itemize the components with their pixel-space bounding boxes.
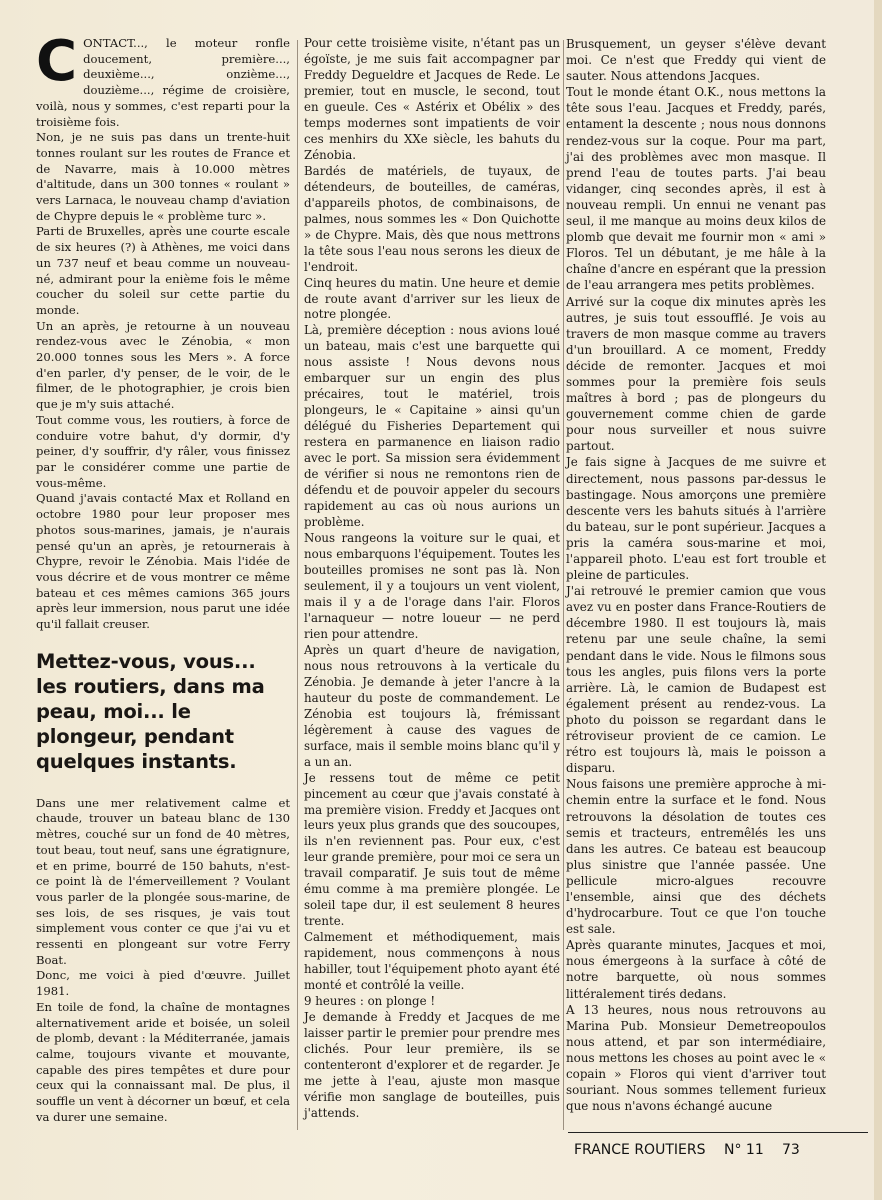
paragraph: 9 heures : on plonge ! (304, 994, 436, 1009)
paragraph: Pour cette troisième visite, n'étant pas un égoïste, je me suis fait accompagner par Freddy Degueldre et Jacques de Rede. Le premier, tout en muscle, le second, tout en gueule. Ces « Astérix et Obélix » des temps modernes sont impatients de voir ces menhirs du XXe siècle, les bahuts du Zénobia. (304, 36, 560, 162)
section-heading: Mettez-vous, vous... les routiers, dans ma peau, moi... le plongeur, pendant quelques instants. (36, 649, 265, 773)
column-divider (563, 40, 564, 1130)
paragraph: Calmement et méthodiquement, mais rapidement, nous commençons à nous habiller, tout l'équipement photo ayant été monté et contrôlé la veille. (304, 930, 560, 993)
paragraph: J'ai retrouvé le premier camion que vous avez vu en poster dans France-Routiers de décembre 1980. Il est toujours là, mais retenu par une seule chaîne, la semi pendant dans le vide. Nous le filmons sous tous les angles, puis filons vers la porte arrière. Là, le camion de Budapest est également présent au rendez-vous. La photo du poisson se regardant dans le rétroviseur provient de ce camion. Le rétro est toujours là, mais le poisson a disparu. (566, 584, 826, 776)
paragraph: Après quarante minutes, Jacques et moi, nous émergeons à la surface à côté de notre barquette, où nous sommes littéralement tirés dedans. (566, 938, 826, 1001)
paragraph: Tout le monde étant O.K., nous mettons la tête sous l'eau. Jacques et Freddy, parés, entament la descente ; nous nous donnons rendez-vous sur la coque. Pour ma part, j'ai des problèmes avec mon masque. Il prend l'eau de toutes parts. J'ai beau vidanger, cinq secondes après, il est à nouveau rempli. Un ennui ne venant pas seul, il me manque au moins deux kilos de plomb que devait me fournir mon « ami » Floros. Tel un débutant, je me hâle à la chaîne d'ancre en espérant que la pression de l'eau arrangera mes petits problèmes. (566, 85, 826, 293)
paragraph: Cinq heures du matin. Une heure et demie de route avant d'arriver sur les lieux de notre plongée. (304, 275, 560, 322)
page-footer (574, 1142, 800, 1158)
paragraph: Tout comme vous, les routiers, à force de conduire votre bahut, d'y dormir, d'y peiner, d'y souffrir, d'y râler, vous finissez par le considérer comme une partie de vous-même. (36, 412, 290, 490)
paragraph: Brusquement, un geyser s'élève devant moi. Ce n'est que Freddy qui vient de sauter. Nous attendons Jacques. (566, 37, 826, 84)
article-column-2 (304, 36, 560, 1122)
issue-number: N° 11 (724, 1142, 764, 1158)
paragraph: Quand j'avais contacté Max et Rolland en octobre 1980 pour leur proposer mes photos sous-marines, jamais, je n'aurais pensé qu'un an après, je retournerais à Chypre, revoir le Zénobia. Mais l'idée de vous décrire et de vous montrer ce même bateau et ces mêmes camions 365 jours après leur immersion, nous parut une idée qu'il fallait creuser. (36, 491, 290, 632)
footer-rule (568, 1132, 868, 1133)
article-column-3 (566, 36, 826, 1114)
column-divider (297, 40, 298, 1130)
paragraph: Non, je ne suis pas dans un trente-huit tonnes roulant sur les routes de France et de Navarre, mais à 10.000 mètres d'altitude, dans un 300 tonnes « roulant » vers Larnaca, le nouveau champ d'aviation de Chypre depuis le « problème turc ». (36, 130, 290, 223)
paragraph: Là, première déception : nous avions loué un bateau, mais c'est une barquette qui nous assiste ! Nous devons nous embarquer sur un engin des plus précaires, tout le matériel, trois plongeurs, le « Capitaine » ainsi qu'un délégué du Fisheries Departement qui restera en parmanence en liaison radio avec le port. Sa mission sera évidemment de vérifier si nous ne remontons rien de défendu et de pouvoir appeler du secours rapidement au cas où nous aurions un problème. (304, 323, 560, 530)
paragraph: Je ressens tout de même ce petit pincement au cœur que j'avais constaté à ma première vision. Freddy et Jacques ont leurs yeux plus grands que des soucoupes, ils n'en reviennent pas. Pour eux, c'est leur grande première, pour moi ce sera un travail comparatif. Je suis tout de même ému comme à ma première plongée. Le soleil tape dur, il est seulement 8 heures trente. (304, 770, 560, 929)
paragraph: Bardés de matériels, de tuyaux, de détendeurs, de bouteilles, de caméras, d'appareils photos, de combinaisons, de palmes, nous sommes les « Don Quichotte » de Chypre. Mais, dès que nous mettrons la tête sous l'eau nous serons les dieux de l'endroit. (304, 163, 560, 274)
paragraph: ONTACT..., le moteur ronfle doucement, première..., deuxième..., onzième..., douzième..., régime de croisière, voilà, nous y sommes, c'est reparti pour la troisième fois. (36, 36, 290, 129)
page-number: 73 (782, 1142, 800, 1158)
publication-name: FRANCE ROUTIERS (574, 1142, 706, 1158)
paragraph: Je demande à Freddy et Jacques de me laisser partir le premier pour prendre mes clichés. Pour leur première, ils se contenteront d'explorer et de regarder. Je me jette à l'eau, ajuste mon masque vérifie mon sanglage de bouteilles, puis j'attends. (304, 1010, 560, 1120)
paragraph: Je fais signe à Jacques de me suivre et directement, nous passons par-dessus le bastingage. Nous amorçons une première descente vers les bahuts situés à l'arrière du bateau, sur le pont supérieur. Jacques a pris la caméra sous-marine et moi, l'appareil photo. L'eau est fort trouble et pleine de particules. (566, 455, 826, 583)
paragraph: Dans une mer relativement calme et chaude, trouver un bateau blanc de 130 mètres, couché sur un fond de 40 mètres, tout beau, tout neuf, sans une égratignure, et en prime, bourré de 150 bahuts, n'est-ce point là de l'émerveillement ? Voulant vous parler de la plongée sous-marine, de ses lois, de ses risques, je vais tout simplement vous conter ce que j'ai vu et ressenti en plongeant sur votre Ferry Boat. (36, 795, 290, 967)
page-edge (874, 0, 882, 1200)
paragraph: Nous faisons une première approche à mi-chemin entre la surface et le fond. Nous retrouvons la désolation de toutes ces semis et tracteurs, entremêlés les uns dans les autres. Ce bateau est beaucoup plus sinistre que l'année passée. Une pellicule micro-algues recouvre l'ensemble, ainsi que des déchets d'hydrocarbure. Tout ce que l'on touche est sale. (566, 777, 826, 937)
paragraph: Nous rangeons la voiture sur le quai, et nous embarquons l'équipement. Toutes les bouteilles promises ne sont pas là. Non seulement, il y a toujours un vent violent, mais il y a de l'orage dans l'air. Floros l'arnaqueur — notre loueur — ne perd rien pour attendre. (304, 531, 560, 641)
paragraph: Parti de Bruxelles, après une courte escale de six heures (?) à Athènes, me voici dans un 737 neuf et beau comme un nouveau-né, admirant pour la enième fois le même coucher du soleil sur cette partie du monde. (36, 224, 290, 317)
paragraph: Après un quart d'heure de navigation, nous nous retrouvons à la verticale du Zénobia. Je demande à jeter l'ancre à la hauteur du poste de commandement. Le Zénobia est toujours là, frémissant légèrement à cause des vagues de surface, mais il semble moins blanc qu'il y a un an. (304, 642, 560, 769)
paragraph: Un an après, je retourne à un nouveau rendez-vous avec le Zénobia, « mon 20.000 tonnes sous les Mers ». A force d'en parler, d'y penser, de le voir, de le filmer, de le photographier, je crois bien que je m'y suis attaché. (36, 318, 290, 412)
paragraph: Arrivé sur la coque dix minutes après les autres, je suis tout essoufflé. Je vois au travers de mon masque comme au travers d'un brouillard. A ce moment, Freddy décide de remonter. Jacques et moi sommes pour la première fois seuls maîtres à bord ; pas de plongeurs du gouvernement comme chien de garde pour nous surveiller et nous suivre partout. (566, 294, 826, 454)
paragraph: A 13 heures, nous nous retrouvons au Marina Pub. Monsieur Demetreopoulos nous attend, et par son intermédiaire, nous mettons les choses au point avec le « copain » Floros qui vient d'arriver tout souriant. Nous sommes tellement furieux que nous n'avons échangé aucune (566, 1002, 826, 1114)
drop-cap: C (36, 29, 78, 94)
article-column-1 (36, 29, 290, 1125)
paragraph: Donc, me voici à pied d'œuvre. Juillet 1981. (36, 968, 290, 999)
paragraph: En toile de fond, la chaîne de montagnes alternativement aride et boisée, un soleil de plomb, devant : la Méditerranée, jamais calme, toujours vivante et mouvante, capable des pires tempêtes et dure pour ceux qui la connaissant mal. De plus, il souffle un vent à décorner un bœuf, et cela va durer une semaine. (36, 999, 290, 1124)
